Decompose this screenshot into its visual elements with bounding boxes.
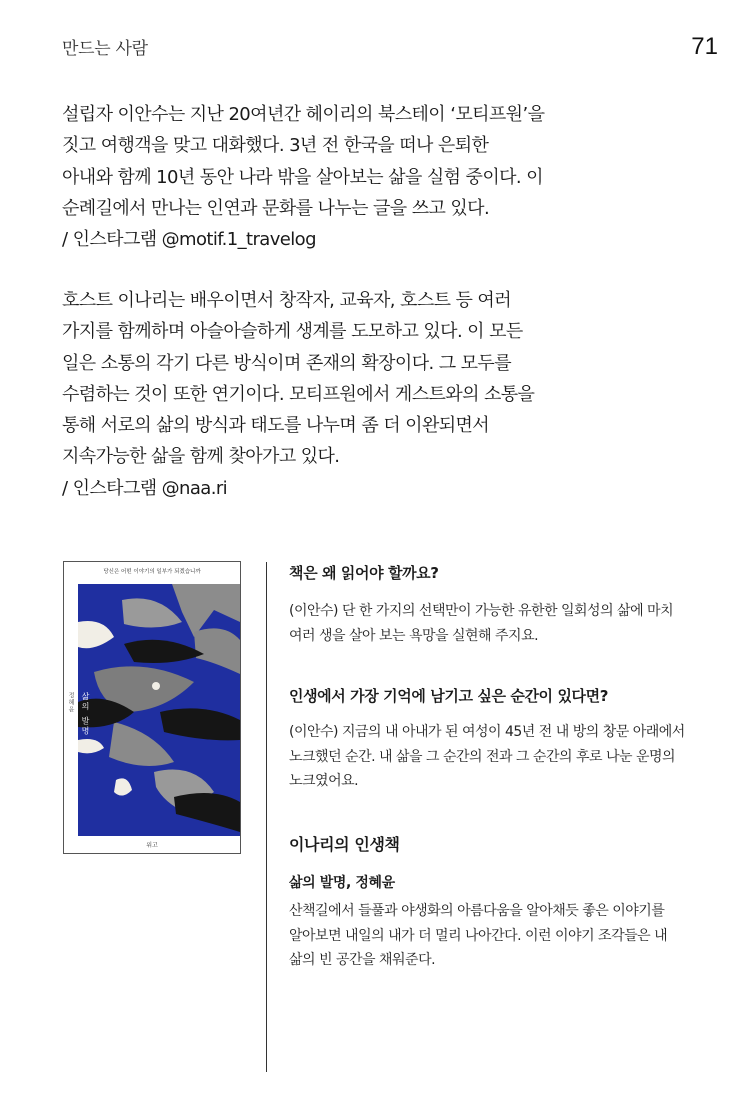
bio-line: 가지를 함께하며 아슬아슬하게 생계를 도모하고 있다. 이 모든 (62, 321, 523, 343)
life-book-section (289, 832, 729, 855)
bio-host-2 (62, 285, 592, 504)
bio-line: 수렴하는 것이 또한 연기이다. 모티프원에서 게스트와의 소통을 (62, 383, 535, 405)
book-cover-image (63, 561, 241, 854)
qa-question-1 (289, 562, 729, 583)
answer-line: 여러 생을 살아 보는 욕망을 실현해 주지요. (289, 627, 539, 644)
answer-line: (이안수) 지금의 내 아내가 된 여성이 45년 전 내 방의 창문 아래에서 (289, 724, 685, 740)
book-cover-title: 삶의 발명 (81, 692, 90, 737)
bio-line: 순례길에서 만나는 인연과 문화를 나누는 글을 쓰고 있다. (62, 197, 490, 219)
life-book-subtitle-block (289, 872, 729, 892)
column-divider (266, 562, 267, 1072)
book-cover-author: 정혜윤 (67, 692, 74, 713)
qa-answer-2 (289, 720, 729, 794)
life-book-heading: 이나리의 인생책 (289, 835, 400, 854)
page-number: 71 (691, 33, 718, 60)
bio-line: 설립자 이안수는 지난 20여년간 헤이리의 북스테이 ‘모티프원’을 (62, 104, 545, 125)
bio-line: 호스트 이나리는 배우이면서 창작자, 교육자, 호스트 등 여러 (62, 290, 512, 311)
instagram-handle: / 인스타그램 @naa.ri (62, 477, 228, 499)
bio-line: 일은 소통의 각기 다른 방식이며 존재의 확장이다. 그 모두를 (62, 352, 512, 374)
bio-line: 아내와 함께 10년 동안 나라 밖을 살아보는 삶을 실험 중이다. 이 (62, 166, 543, 188)
answer-line: 노크였어요. (289, 773, 359, 789)
section-title: 만드는 사람 (62, 39, 148, 59)
life-book-description (289, 899, 729, 973)
question-heading: 책은 왜 읽어야 할까요? (289, 564, 439, 582)
description-line: 삶의 빈 공간을 채워준다. (289, 952, 436, 968)
question-heading: 인생에서 가장 기억에 남기고 싶은 순간이 있다면? (289, 687, 609, 705)
qa-answer-1 (289, 599, 729, 648)
instagram-handle: / 인스타그램 @motif.1_travelog (62, 229, 316, 251)
bio-line: 짓고 여행객을 맞고 대화했다. 3년 전 한국을 떠나 은퇴한 (62, 135, 489, 157)
description-line: 알아보면 내일의 내가 더 멀리 나아간다. 이런 이야기 조각들은 내 (289, 927, 668, 944)
bio-line: 지속가능한 삶을 함께 찾아가고 있다. (62, 446, 340, 468)
book-cover-top-text: 당신은 어떤 이야기의 일부가 되겠습니까 (103, 569, 201, 575)
qa-question-2 (289, 685, 729, 706)
bio-host-1 (62, 99, 592, 255)
answer-line: 노크했던 순간. 내 삶을 그 순간의 전과 그 순간의 후로 나눈 운명의 (289, 748, 676, 765)
answer-line: (이안수) 단 한 가지의 선택만이 가능한 유한한 일회성의 삶에 마치 (289, 603, 674, 619)
bio-line: 통해 서로의 삶의 방식과 태도를 나누며 좀 더 이완되면서 (62, 415, 490, 437)
book-cover-publisher: 위고 (146, 842, 158, 849)
description-line: 산책길에서 들풀과 야생화의 아름다움을 알아채듯 좋은 이야기를 (289, 903, 665, 919)
life-book-subtitle: 삶의 발명, 정혜윤 (289, 875, 395, 891)
